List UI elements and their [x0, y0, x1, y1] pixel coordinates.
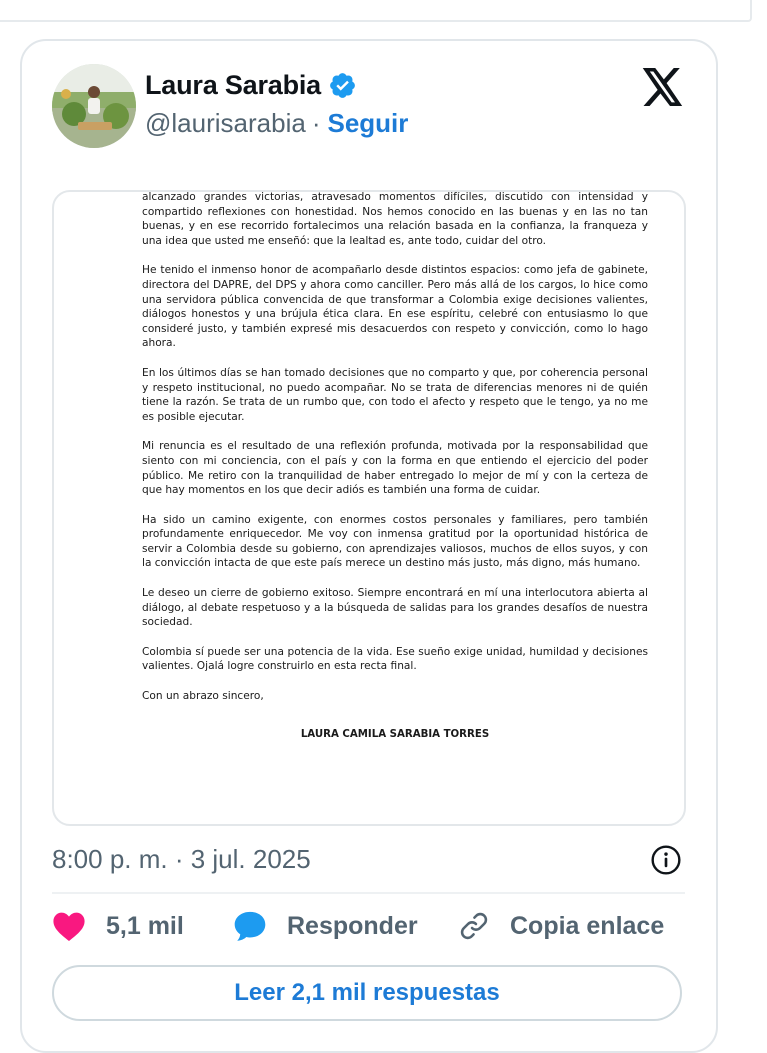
- speech-bubble-icon: [233, 910, 267, 942]
- letter-paragraph: En los últimos días se han tomado decisiones que no comparto y que, por coherencia personal y respeto institucional, no puedo acompañar. No se trata de diferencias menores ni de quién tiene la razón. Se trata de un rumbo que, con todo el afecto y respeto que le tengo, ya no me es posible ejecutar.: [142, 366, 648, 423]
- letter-image[interactable]: [52, 190, 686, 826]
- letter-paragraph: Ha sido un camino exigente, con enormes costos personales y familiares, pero también profundamente enriquecedor. Me voy con inmensa gratitud por la oportunidad histórica de servir a Colombia desde su gobierno, con aprendizajes valiosos, muchos de ellos suyos, y con la convicción intacta de que este país merece un destino más justo, más digno, más humano.: [142, 513, 648, 570]
- letter-paragraph: Colombia sí puede ser una potencia de la vida. Ese sueño exige unidad, humildad y decisiones valientes. Ojalá logre construirlo en esta recta final.: [142, 645, 648, 673]
- follow-button[interactable]: Seguir: [327, 108, 409, 138]
- divider: [52, 892, 685, 894]
- tweet-timestamp[interactable]: 8:00 p. m. · 3 jul. 2025: [52, 844, 311, 874]
- copy-link-label: Copia enlace: [510, 911, 665, 940]
- like-button[interactable]: [52, 910, 184, 942]
- letter-paragraph: He tenido el inmenso honor de acompañarlo desde distintos espacios: como jefa de gabinete, directora del DAPRE, del DPS y ahora como canciller. Pero más allá de los cargos, lo hice como una servidora pública convencida de que transformar a Colombia exige decisiones valientes, diálogos honestos y una brújula ética clara. En ese espíritu, celebré con entusiasmo lo que consideré justo, y también expresé mis desacuerdos con respeto y convicción, como lo hago ahora.: [142, 264, 648, 350]
- reply-label: Responder: [287, 911, 418, 940]
- read-replies-button[interactable]: Leer 2,1 mil respuestas: [52, 965, 682, 1021]
- x-logo-icon[interactable]: [642, 68, 684, 106]
- author-name-row: [145, 70, 357, 101]
- like-count: 5,1 mil: [106, 911, 184, 940]
- author-handle[interactable]: @laurisarabia: [145, 108, 306, 138]
- letter-text: [142, 190, 648, 757]
- author-handle-row: [145, 108, 408, 139]
- timestamp-row: [52, 842, 684, 878]
- letter-closing: Con un abrazo sincero,: [142, 690, 264, 703]
- copy-link-button[interactable]: [458, 910, 664, 942]
- previous-card-edge: [0, 0, 752, 22]
- heart-icon: [52, 910, 86, 942]
- avatar[interactable]: [52, 64, 136, 148]
- letter-paragraph: Le deseo un cierre de gobierno exitoso. Siempre encontrará en mí una interlocutora abierta al diálogo, al debate respetuoso y a la búsqueda de salidas para los grandes desafíos de nuestra sociedad.: [142, 587, 648, 629]
- verified-badge-icon: [328, 71, 357, 100]
- letter-paragraph: Mi renuncia es el resultado de una reflexión profunda, motivada por la responsabilidad que siento con mi conciencia, con el país y con la forma en que entiendo el ejercicio del poder público. Me retiro con la tranquilidad de haber entregado lo mejor de mí y con la certeza de que hay momentos en los que decir adiós es también una forma de cuidar.: [142, 440, 648, 497]
- info-icon[interactable]: [650, 844, 682, 876]
- reply-button[interactable]: [233, 910, 418, 942]
- letter-signature: LAURA CAMILA SARABIA TORRES: [300, 728, 490, 740]
- separator-dot: ·: [311, 108, 321, 138]
- link-icon: [458, 910, 490, 942]
- author-name[interactable]: Laura Sarabia: [145, 70, 321, 100]
- action-bar: [52, 910, 692, 954]
- letter-paragraph: alcanzado grandes victorias, atravesado momentos difíciles, discutido con intensidad y compartido reflexiones con honestidad. Nos hemos conocido en las buenas y en las no tan buenas, y en ese recorrido fortalecimos una relación basada en la confianza, la franqueza y una idea que usted me enseñó: que la lealtad es, ante todo, cuidar del otro.: [142, 191, 648, 247]
